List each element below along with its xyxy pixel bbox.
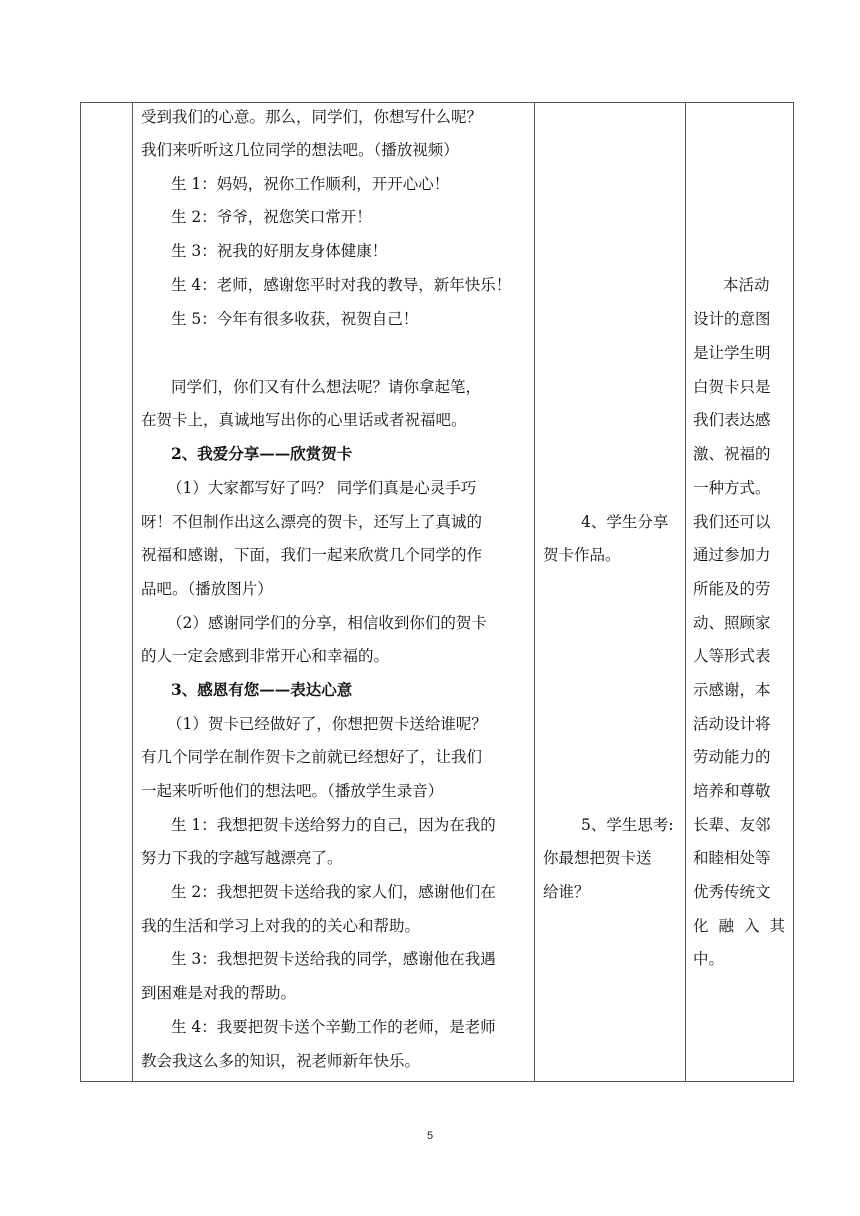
lesson-plan-table — [80, 102, 794, 1082]
text-line: 一起来听听他们的想法吧。（播放学生录音） — [141, 782, 444, 800]
text-line: 教会我这么多的知识，祝老师新年快乐。 — [141, 1052, 421, 1070]
text-line: 生 1：妈妈，祝你工作顺利，开开心心！ — [171, 175, 450, 193]
intent-line: 是让学生明 — [693, 344, 771, 362]
intent-line: 本活动 — [723, 276, 770, 294]
text-line: 受到我们的心意。那么，同学们，你想写什么呢？ — [141, 108, 483, 126]
text-line: 有几个同学在制作贺卡之前就已经想好了，让我们 — [141, 748, 483, 766]
activity-4-line: 4、学生分享 — [581, 513, 669, 531]
intent-line: 所能及的劳 — [693, 580, 771, 598]
intent-line: 通过参加力 — [693, 546, 771, 564]
text-line: （1）贺卡已经做好了，你想把贺卡送给谁呢？ — [167, 715, 487, 733]
intent-line: 长辈、友邻 — [693, 816, 771, 834]
activity-5-line: 5、学生思考: — [581, 816, 674, 834]
intent-line: 白贺卡只是 — [693, 378, 771, 396]
text-line: 生 3：祝我的好朋友身体健康！ — [171, 242, 388, 260]
text-line: 祝福和感谢，下面，我们一起来欣赏几个同学的作 — [141, 546, 483, 564]
text-line: 在贺卡上，真诚地写出你的心里话或者祝福吧。 — [141, 411, 467, 429]
text-line: 生 2：我想把贺卡送给我的家人们，感谢他们在 — [171, 883, 496, 901]
activity-5-line: 你最想把贺卡送 — [543, 849, 652, 867]
intent-line: 化融入其 — [693, 917, 796, 935]
intent-line: 一种方式。 — [693, 479, 771, 497]
intent-line: 中。 — [693, 950, 725, 968]
intent-line: 和睦相处等 — [693, 849, 771, 867]
column-divider — [534, 103, 535, 1081]
text-line: （2）感谢同学们的分享，相信收到你们的贺卡 — [167, 614, 487, 632]
text-line: 生 1：我想把贺卡送给努力的自己，因为在我的 — [171, 816, 496, 834]
intent-line: 动、照顾家 — [693, 614, 771, 632]
intent-line: 活动设计将 — [693, 715, 771, 733]
text-line: 生 4：老师，感谢您平时对我的教导，新年快乐！ — [171, 276, 512, 294]
text-line: 生 4：我要把贺卡送个辛勤工作的老师，是老师 — [171, 1018, 496, 1036]
text-line: 我的生活和学习上对我的的关心和帮助。 — [141, 917, 421, 935]
intent-line: 人等形式表 — [693, 647, 771, 665]
text-line: 同学们，你们又有什么想法呢？请你拿起笔， — [171, 378, 482, 396]
intent-line: 示感谢，本 — [693, 681, 771, 699]
text-line: 呀！不但制作出这么漂亮的贺卡，还写上了真诚的 — [141, 513, 483, 531]
intent-line: 优秀传统文 — [693, 883, 771, 901]
activity-4-line: 贺卡作品。 — [543, 546, 621, 564]
text-line: 生 2：爷爷，祝您笑口常开！ — [171, 208, 372, 226]
text-line: 我们来听听这几位同学的想法吧。（播放视频） — [141, 141, 459, 159]
intent-line: 我们还可以 — [693, 513, 771, 531]
text-line: 生 3：我想把贺卡送给我的同学，感谢他在我遇 — [171, 950, 496, 968]
intent-line: 我们表达感 — [693, 411, 771, 429]
text-line: （1）大家都写好了吗？ 同学们真是心灵手巧 — [167, 479, 477, 497]
section-heading: 3、感恩有您——表达心意 — [171, 680, 353, 699]
column-divider — [685, 103, 686, 1081]
text-line: 努力下我的字越写越漂亮了。 — [141, 849, 343, 867]
intent-line: 培养和尊敬 — [693, 782, 771, 800]
activity-5-line: 给谁？ — [543, 883, 590, 901]
text-line: 到困难是对我的帮助。 — [141, 984, 297, 1002]
text-line: 生 5：今年有很多收获，祝贺自己！ — [171, 310, 419, 328]
intent-line: 劳动能力的 — [693, 748, 771, 766]
text-line: 的人一定会感到非常开心和幸福的。 — [141, 647, 390, 665]
page-number: 5 — [426, 1130, 434, 1142]
intent-line: 设计的意图 — [693, 310, 771, 328]
section-heading: 2、我爱分享——欣赏贺卡 — [171, 444, 353, 463]
text-line: 品吧。（播放图片） — [141, 580, 273, 598]
intent-line: 激、祝福的 — [693, 445, 771, 463]
column-divider — [132, 103, 133, 1081]
